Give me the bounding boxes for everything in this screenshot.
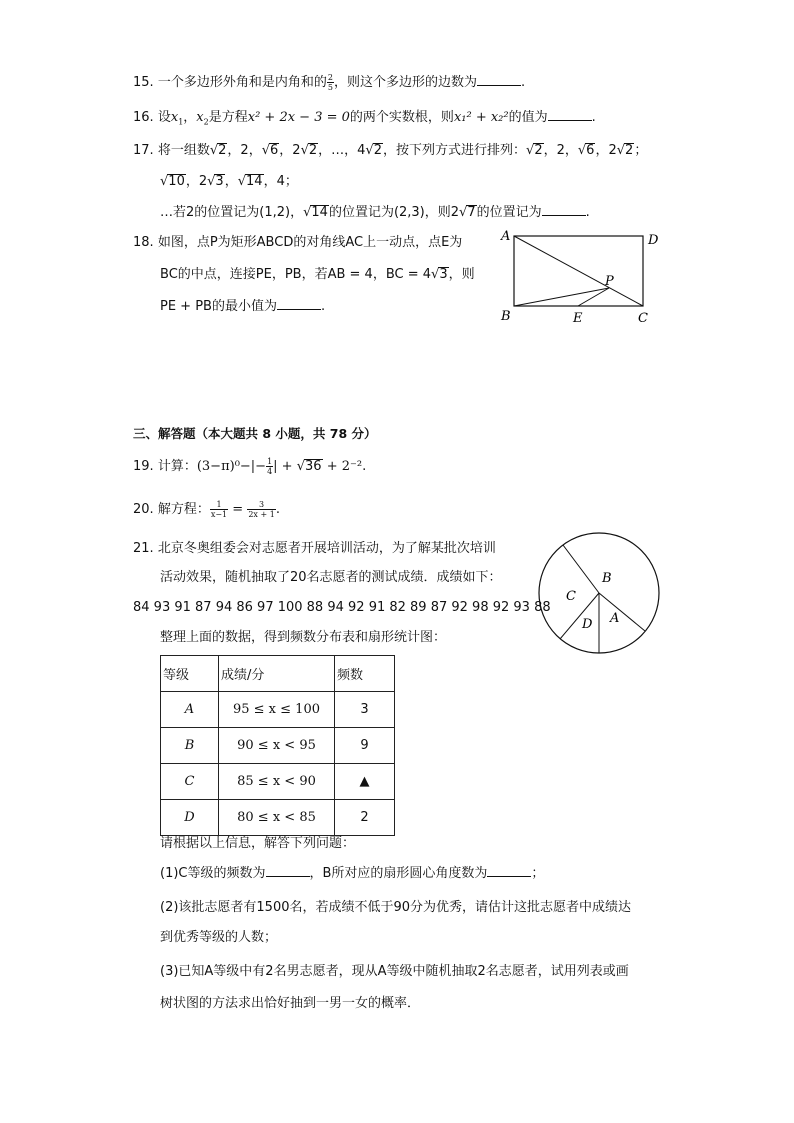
pie-chart (536, 530, 662, 656)
question-21-line-1: 21. 北京冬奥组委会对志愿者开展培训活动，为了解某批次培训 (133, 541, 496, 556)
table-row: D 80 ≤ x < 85 2 (161, 800, 395, 836)
answer-blank[interactable] (277, 297, 321, 310)
answer-blank[interactable] (477, 73, 521, 86)
question-17-line-1: 17. 将一组数√2，2，√6，2√2，…，4√2，按下列方式进行排列：√2，2，√6，2√2； (133, 143, 648, 158)
section-heading: 三、解答题（本大题共 8 小题，共 78 分） (133, 426, 377, 441)
question-21-part-3b: 树状图的方法求出恰好抽到一男一女的概率． (160, 996, 421, 1011)
fraction-2-5: $\frac{2}{5}$ (327, 73, 333, 92)
question-16: 16. 设$x_1$，$x_2$是方程x² + 2x − 3 = 0的两个实数根，则x₁² + x₂²的值为 . (133, 110, 596, 127)
table-row: C 85 ≤ x < 90 ▲ (161, 764, 395, 800)
question-20: 20. 解方程： $\frac{1}{x-1}$ = $\frac{3}{2x + 1}$ . (133, 500, 280, 519)
question-15: 15. 一个多边形外角和是内角和的 $\frac{2}{5}$ ，则这个多边形的边数为 . (133, 73, 526, 92)
label-A: A (501, 229, 511, 244)
question-21-part-2b: 到优秀等级的人数； (160, 930, 278, 945)
question-21-part-2a: (2)该批志愿者有1500名，若成绩不低于90分为优秀，请估计这批志愿者中成绩达 (160, 900, 632, 915)
frequency-table (160, 655, 395, 836)
question-21-line-4: 整理上面的数据，得到频数分布表和扇形统计图： (160, 630, 447, 645)
label-D: D (648, 233, 659, 248)
table-row: B 90 ≤ x < 95 9 (161, 728, 395, 764)
pie-label-B: B (602, 571, 612, 586)
answer-blank[interactable] (266, 864, 310, 877)
question-17-line-3: …若2的位置记为(1,2)，√14的位置记为(2,3)，则2√7的位置记为 . (160, 205, 590, 220)
question-19: 19. 计算：(3−π)⁰−|− $\frac{1}{4}$ | + √36 + 2⁻². (133, 457, 367, 476)
question-21-part-1: (1)C等级的频数为 ，B所对应的扇形圆心角度数为 ； (160, 866, 545, 881)
label-C: C (638, 311, 648, 326)
rectangle-figure (498, 226, 668, 328)
question-21-line-2: 活动效果，随机抽取了20名志愿者的测试成绩．成绩如下： (160, 570, 502, 585)
label-E: E (573, 311, 583, 326)
answer-blank[interactable] (487, 864, 531, 877)
question-17-line-2: √10，2√3，√14，4； (160, 174, 298, 189)
question-21-intro: 请根据以上信息，解答下列问题： (160, 836, 356, 851)
question-18-line-3: PE + PB的最小值为 . (160, 299, 326, 314)
question-21-part-3a: (3)已知A等级中有2名男志愿者，现从A等级中随机抽取2名志愿者，试用列表或画 (160, 964, 629, 979)
label-P: P (605, 274, 614, 289)
pie-label-C: C (566, 589, 576, 604)
pie-label-D: D (582, 617, 593, 632)
question-18-line-2: BC的中点，连接PE，PB，若AB = 4，BC = 4√3，则 (160, 267, 475, 282)
answer-blank[interactable] (542, 203, 586, 216)
pie-label-A: A (610, 611, 620, 626)
scores-list: 84 93 91 87 94 86 97 100 88 94 92 91 82 89 87 92 98 92 93 88 (133, 600, 551, 615)
table-row: A 95 ≤ x ≤ 100 3 (161, 692, 395, 728)
table-header-row: 等级 成绩/分 频数 (161, 656, 395, 692)
label-B: B (501, 309, 511, 324)
question-18-line-1: 18. 如图，点P为矩形ABCD的对角线AC上一动点，点E为 (133, 235, 463, 250)
answer-blank[interactable] (548, 108, 592, 121)
